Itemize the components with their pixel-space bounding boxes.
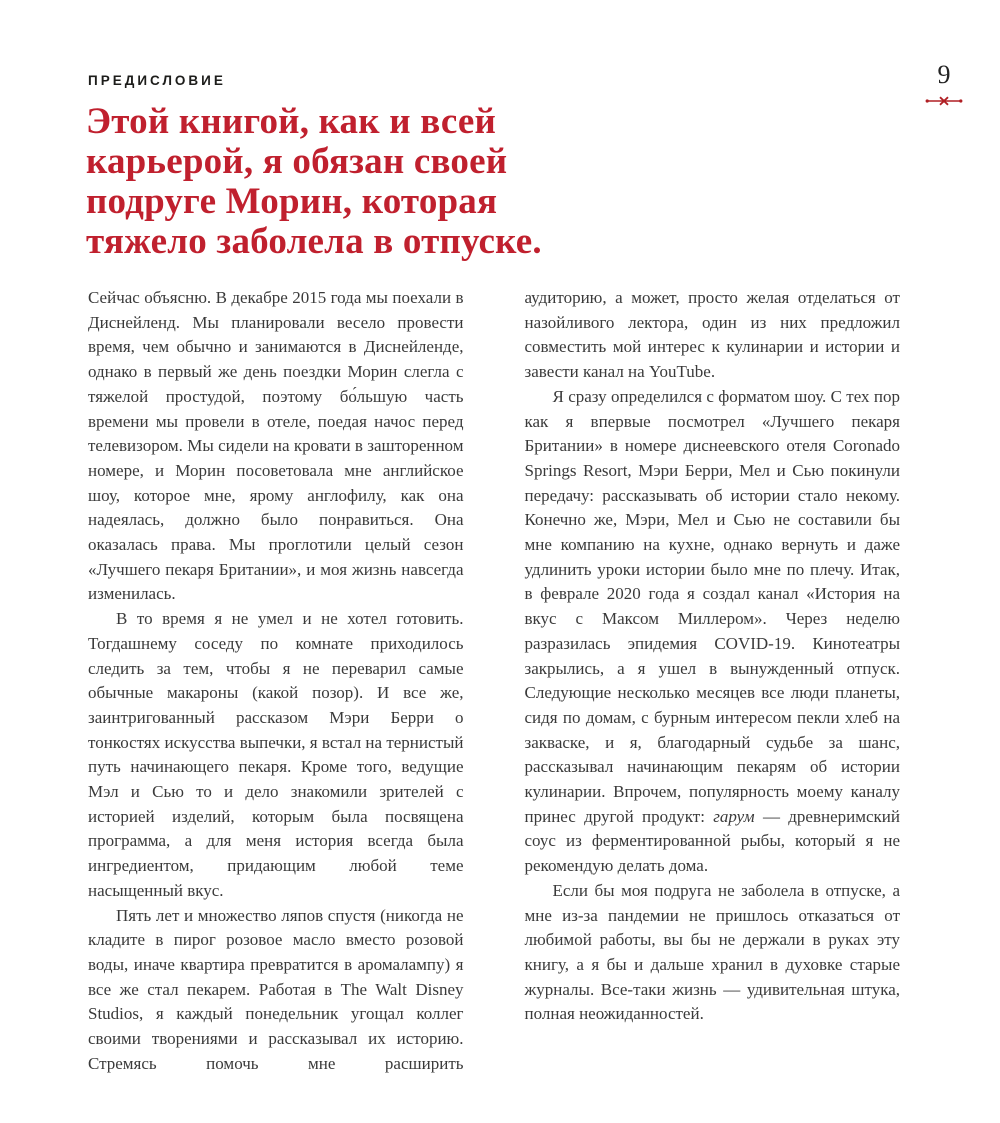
chapter-heading-line: тяжело заболела в отпуске. [86, 221, 542, 262]
chapter-heading-line: карьерой, я обязан своей [86, 141, 508, 182]
right-column [525, 286, 901, 1077]
chapter-heading [86, 102, 646, 262]
chapter-heading-line: подруге Морин, которая [86, 181, 498, 222]
page-number: 9 [937, 60, 951, 89]
body-paragraph: Сейчас объясню. В декабре 2015 года мы поехали в Диснейленд. Мы планировали весело провести время, чем обычно и занимаются в Диснейленде, однако в первый же день поездки Морин слегла с тяжелой простудой, поэтому бо́льшую часть времени мы провели в отеле, поедая начос перед телевизором. Мы сидели на кровати в зашторенном номере, и Морин посоветовала мне английское шоу, которое мне, ярому англофилу, как она надеялась, должно было понравиться. Она оказалась права. Мы проглотили целый сезон «Лучшего пекаря Британии», и моя жизнь навсегда изменилась. [88, 288, 464, 604]
italic-term: гарум [713, 806, 755, 826]
body-paragraph: аудиторию, а может, просто желая отделаться от назойливого лектора, один из них предложил совместить мой интерес к кулинарии и истории и завести канал на YouTube. [524, 288, 900, 382]
body-paragraph: Пять лет и множество ляпов спустя (никогда не кладите в пирог розовое масло вместо розовой воды, иначе квартира превратится в аромалампу) я все же стал пекарем. Работая в The Walt Disney Studios, я каждый понедельник угощал коллег своими творениями и рассказывал их историю. Стремясь помочь мне расширить [88, 905, 464, 1073]
body-paragraph: В то время я не умел и не хотел готовить. Тогдашнему соседу по комнате приходилось следить за тем, чтобы я не переварил самые обычные макароны (какой позор). И все же, заинтригованный рассказом Мэри Берри о тонкостях искусства выпечки, я встал на тернистый путь начинающего пекаря. Кроме того, ведущие Мэл и Сью то и дело знакомили зрителей с историей изделий, которым была посвящена программа, а для меня история всегда была ингредиентом, придающим любой теме насыщенный вкус. [88, 609, 464, 900]
paragraph-text: — древнеримский соус из ферментированной рыбы, который я не рекомендую делать дома. [524, 806, 900, 876]
body-paragraph: Если бы моя подруга не заболела в отпуске, а мне из-за пандемии не пришлось отказаться от любимой работы, вы бы не держали в руках эту книгу, а я бы и дальше хранил в духовке старые журналы. Все-таки жизнь — удивительная штука, полная неожиданностей. [524, 880, 900, 1024]
paragraph-text: Я сразу определился с форматом шоу. С тех пор как я впервые посмотрел «Лучшего пекаря Британии» в номере диснеевского отеля Coronado Springs Resort, Мэри Берри, Мел и Сью покинули передачу: рассказывать об истории стало некому. Конечно же, Мэри, Мел и Сью не составили бы мне компанию на кухне, однако вернуть и даже удлинить уроки истории было мне по плечу. Итак, в феврале 2020 года я создал канал «История на вкус с Максом Миллером». Через неделю разразилась эпидемия COVID-19. Кинотеатры закрылись, а я ушел в вынужденный отпуск. Следующие несколько месяцев все люди планеты, сидя по домам, с бурным интересом пекли хлеб на закваске, и я, благодарный судьбе за шанс, рассказывал начинающим пекарям об истории кулинарии. Впрочем, популярность моему каналу принес другой продукт: [524, 386, 900, 826]
fleuron-divider-icon [918, 96, 970, 106]
text-columns [88, 286, 900, 1077]
left-column [88, 286, 464, 1077]
section-kicker: ПРЕДИСЛОВИЕ [88, 73, 226, 88]
body-paragraph [525, 385, 901, 879]
chapter-heading-line: Этой книгой, как и всей [86, 101, 497, 142]
